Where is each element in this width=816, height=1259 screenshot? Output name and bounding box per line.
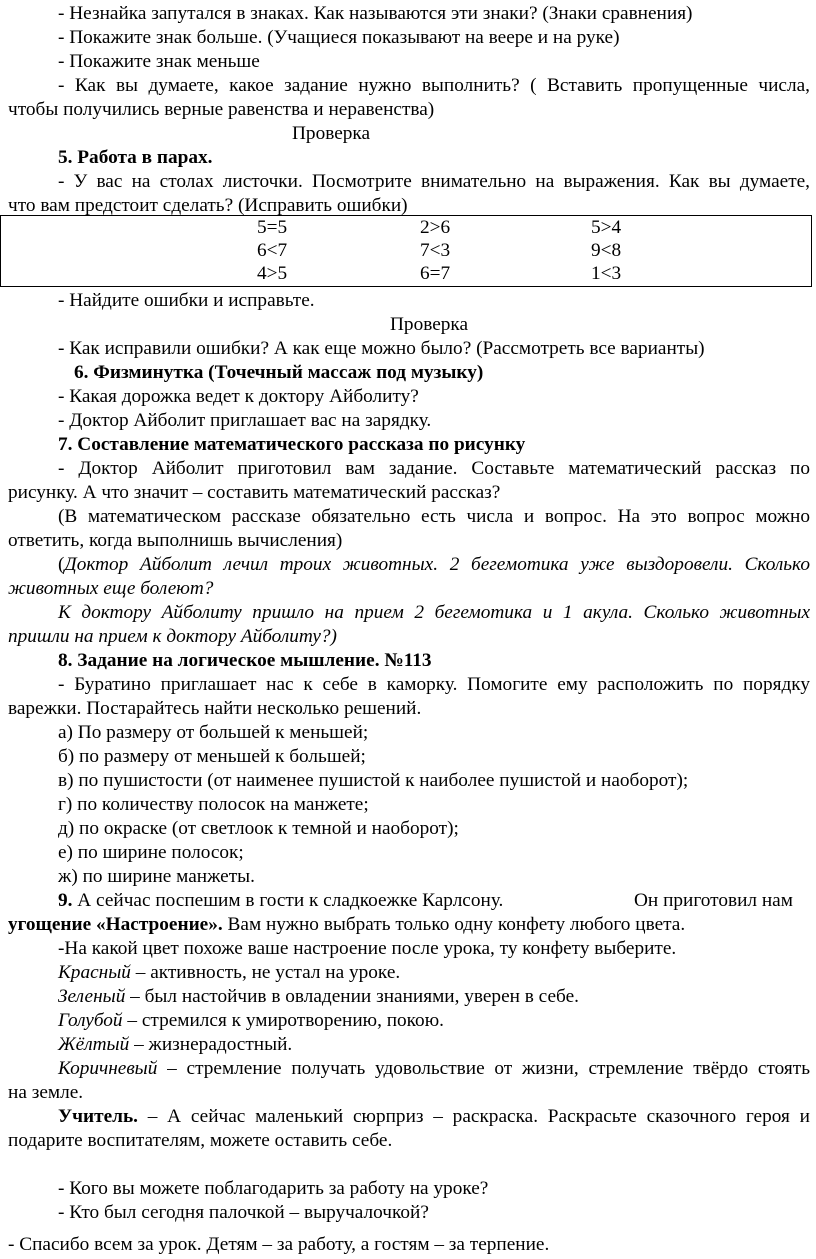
text-line: - Доктор Айболит приглашает вас на зарядку. [58, 410, 432, 431]
text-line: - Незнайка запутался в знаках. Как называются эти знаки? (Знаки сравнения) [58, 3, 693, 24]
list-item: г) по количеству полосок на манжете; [58, 794, 369, 815]
text-line: - У вас на столах листочки. Посмотрите внимательно на выражения. Как вы думаете, [58, 171, 810, 192]
color-name: Жёлтый [58, 1034, 130, 1055]
color-item [58, 1009, 444, 1033]
story-line [8, 577, 213, 601]
color-item [58, 961, 400, 985]
list-item: б) по размеру от меньшей к большей; [58, 746, 366, 767]
table-cell: 1<3 [591, 263, 622, 284]
color-name: Коричневый [58, 1058, 158, 1079]
table-cell: 7<3 [420, 240, 451, 261]
color-desc: – активность, не устал на уроке. [130, 962, 401, 983]
section-heading-7 [58, 433, 525, 457]
text-line: рисунку. А что значит – составить математический рассказ? [8, 482, 501, 503]
question-line: - Кто был сегодня палочкой – выручалочкой? [58, 1202, 429, 1223]
text-fragment: Вам нужно выбрать только одну конфету любого цвета. [222, 914, 686, 935]
section-title: 5. Работа в парах. [58, 147, 213, 168]
treat-title: угощение «Настроение». [8, 914, 223, 935]
text-line: (В математическом рассказе обязательно есть числа и вопрос. На это вопрос можно [58, 506, 810, 527]
teacher-line [58, 1105, 810, 1129]
table-cell: 2>6 [420, 217, 451, 238]
color-item [58, 1033, 292, 1057]
check-heading: Проверка [390, 314, 469, 335]
section-9-line [58, 889, 593, 913]
color-desc: – стремился к умиротворению, покою. [122, 1010, 444, 1031]
color-name: Красный [58, 962, 131, 983]
table-cell: 9<8 [591, 240, 622, 261]
list-item: в) по пушистости (от наименее пушистой к наиболее пушистой и наоборот); [58, 770, 689, 791]
color-item [58, 985, 579, 1009]
text-line: что вам предстоит сделать? (Исправить ошибки) [8, 195, 408, 216]
story-text: К доктору Айболиту пришло на прием 2 бегемотика и 1 акула. Сколько животных [58, 602, 810, 623]
color-item [58, 1057, 810, 1081]
table-cell: 5>4 [591, 217, 622, 238]
text-line: - Буратино приглашает нас к себе в каморку. Помогите ему расположить по порядку [58, 674, 810, 695]
section-heading-5 [58, 146, 212, 170]
list-item: е) по ширине полосок; [58, 842, 244, 863]
color-desc: – жизнерадостный. [129, 1034, 293, 1055]
story-text: животных еще болеют? [8, 578, 214, 599]
color-desc: – стремление получать удовольствие от жизни, стремление твёрдо стоять [157, 1058, 810, 1079]
text-line [8, 913, 685, 937]
closing-line: - Спасибо всем за урок. Детям – за работу, а гостям – за терпение. [8, 1234, 550, 1255]
story-text: Доктор Айболит лечил троих животных. 2 бегемотика уже выздоровели. Сколько [64, 554, 810, 575]
text-line: чтобы получились верные равенства и неравенства) [8, 99, 435, 120]
section-title: 6. Физминутка (Точечный массаж под музыку) [74, 362, 484, 383]
text-line: - Как исправили ошибки? А как еще можно было? (Рассмотреть все варианты) [58, 338, 705, 359]
open-paren: ( [58, 554, 65, 575]
table-cell: 5=5 [257, 217, 288, 238]
list-item: а) По размеру от большей к меньшей; [58, 722, 369, 743]
section-heading-6 [74, 361, 483, 385]
story-text: пришли на прием к доктору Айболиту?) [8, 626, 337, 647]
text-line: - Покажите знак меньше [58, 51, 260, 72]
section-heading-8 [58, 649, 432, 673]
text-line: на земле. [8, 1082, 84, 1103]
text-line: -На какой цвет похоже ваше настроение после урока, ту конфету выберите. [58, 938, 677, 959]
story-line [58, 601, 810, 625]
text-line: - Покажите знак больше. (Учащиеся показывают на веере и на руке) [58, 27, 620, 48]
section-title: 7. Составление математического рассказа по рисунку [58, 434, 526, 455]
teacher-label: Учитель. [58, 1106, 138, 1127]
text-line: - Доктор Айболит приготовил вам задание. Составьте математический рассказ по [58, 458, 810, 479]
table-cell: 6<7 [257, 240, 288, 261]
expressions-table [0, 215, 812, 287]
teacher-text: – А сейчас маленький сюрприз – раскраска. Раскрасьте сказочного героя и [138, 1106, 810, 1127]
story-line [58, 553, 810, 577]
text-line: варежки. Постарайтесь найти несколько решений. [8, 698, 422, 719]
check-heading: Проверка [292, 123, 371, 144]
text-line: - Найдите ошибки и исправьте. [58, 290, 315, 311]
section-text: А сейчас поспешим в гости к сладкоежке Карлсону. [72, 890, 504, 911]
section-title: 8. Задание на логическое мышление. №113 [58, 650, 432, 671]
table-cell: 4>5 [257, 263, 288, 284]
color-desc: – был настойчив в овладении знаниями, уверен в себе. [125, 986, 579, 1007]
text-line: подарите воспитателям, можете оставить себе. [8, 1130, 393, 1151]
question-line: - Кого вы можете поблагодарить за работу на уроке? [58, 1178, 489, 1199]
text-line: ответить, когда выполнишь вычисления) [8, 530, 343, 551]
color-name: Голубой [58, 1010, 123, 1031]
story-line [8, 625, 337, 649]
text-line: - Какая дорожка ведет к доктору Айболиту? [58, 386, 419, 407]
color-name: Зеленый [58, 986, 126, 1007]
list-item: д) по окраске (от светлоок к темной и наоборот); [58, 818, 459, 839]
table-cell: 6=7 [420, 263, 451, 284]
text-line: Он приготовил нам [634, 890, 793, 911]
list-item: ж) по ширине манжеты. [58, 866, 255, 887]
section-number: 9. [58, 890, 73, 911]
text-line: - Как вы думаете, какое задание нужно выполнить? ( Вставить пропущенные числа, [58, 75, 810, 96]
